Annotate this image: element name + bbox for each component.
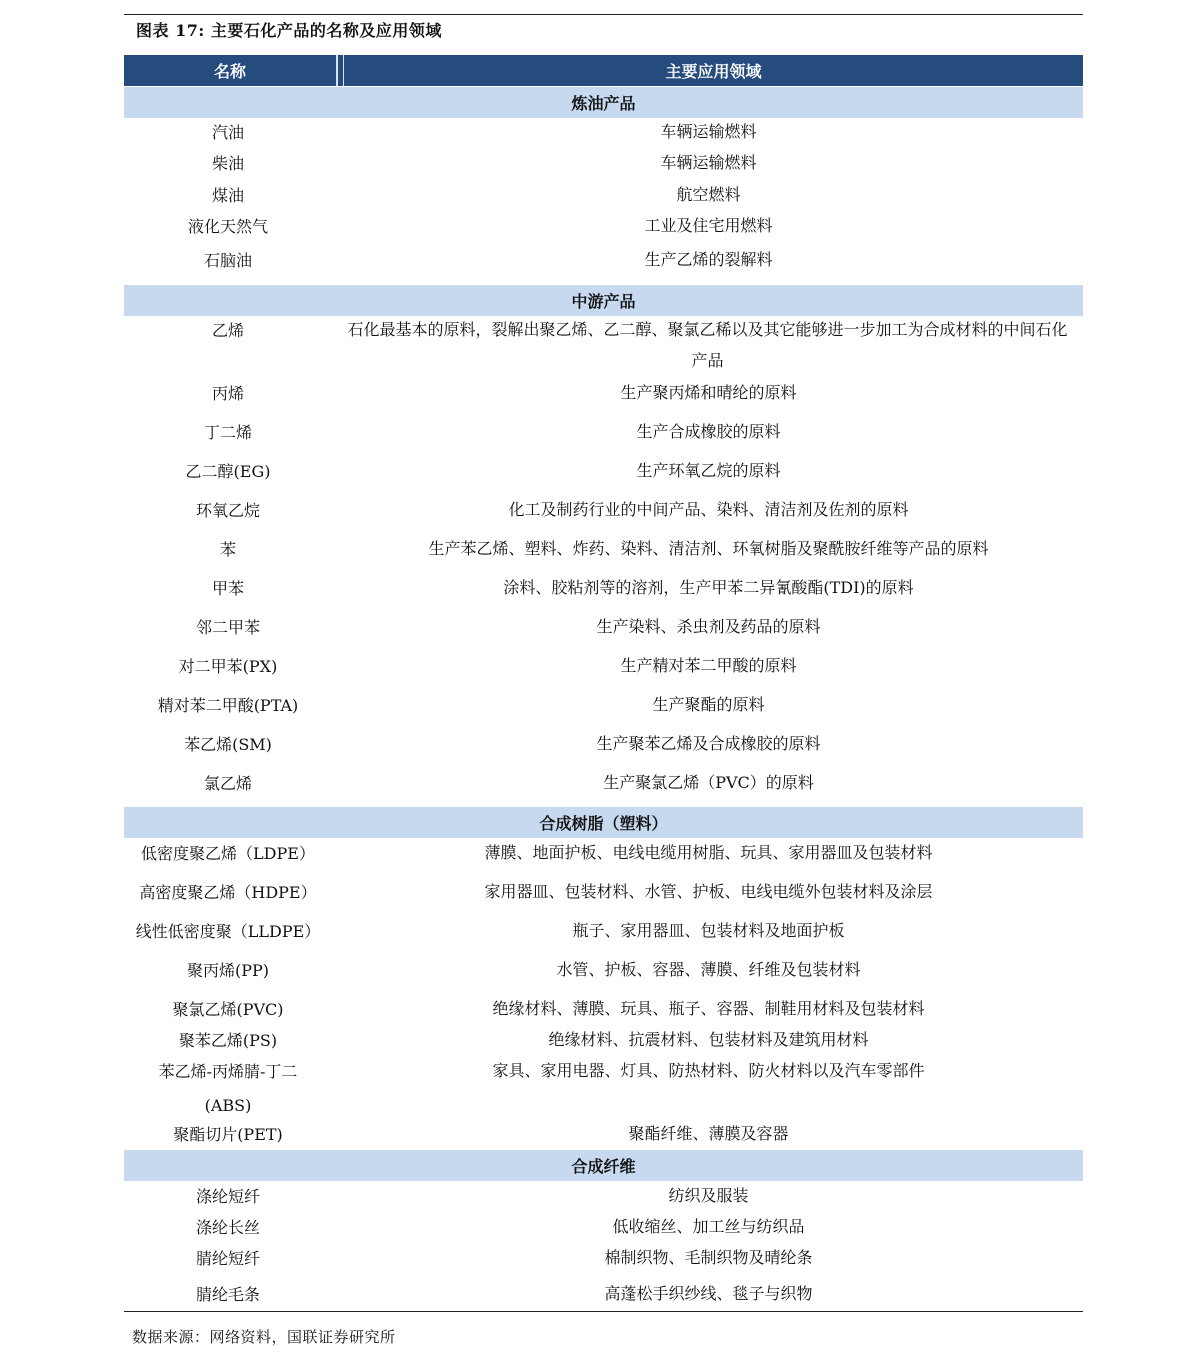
row-name: 苯	[219, 540, 236, 559]
row-name: 高密度聚乙烯（HDPE）	[139, 883, 317, 902]
row-name: 柴油	[211, 154, 244, 173]
row-use: 瓶子、家用器皿、包装材料及地面护板	[572, 921, 845, 940]
row-use: 家用器皿、包装材料、水管、护板、电线电缆外包装材料及涂层	[484, 882, 933, 901]
source-note: 数据来源：网络资料，国联证券研究所	[132, 1328, 396, 1346]
row-use: 化工及制药行业的中间产品、染料、清洁剂及佐剂的原料	[508, 500, 909, 519]
row-use: 生产精对苯二甲酸的原料	[620, 656, 797, 675]
row-use: 生产合成橡胶的原料	[636, 422, 781, 441]
table-row	[124, 210, 1083, 244]
row-name: 丁二烯	[203, 423, 252, 442]
row-use: 生产环氧乙烷的原料	[636, 461, 781, 480]
row-use: 纺织及服装	[668, 1186, 749, 1205]
table-row	[124, 689, 1083, 723]
row-use: 薄膜、地面护板、电线电缆用树脂、玩具、家用器皿及包装材料	[484, 843, 933, 862]
table-row	[124, 876, 1083, 910]
table-row	[124, 728, 1083, 762]
row-name: 石脑油	[203, 251, 252, 270]
section-title: 中游产品	[124, 285, 1083, 316]
row-use: 生产聚酯的原料	[652, 695, 765, 714]
table-row	[124, 533, 1083, 567]
table-row	[124, 767, 1083, 801]
row-name: 聚氯乙烯(PVC)	[172, 1000, 284, 1019]
row-name: 腈纶毛条	[195, 1285, 260, 1304]
row-use: 家具、家用电器、灯具、防热材料、防火材料以及汽车零部件	[492, 1061, 925, 1080]
row-name: 丙烯	[211, 384, 244, 403]
row-name: 煤油	[211, 186, 244, 205]
row-use: 生产聚氯乙烯（PVC）的原料	[603, 773, 814, 792]
row-use: 高蓬松手织纱线、毯子与织物	[604, 1284, 813, 1303]
row-name: 聚酯切片(PET)	[173, 1125, 283, 1144]
table-row	[124, 650, 1083, 684]
header-name: 名称	[124, 55, 338, 86]
section-title: 合成纤维	[124, 1150, 1083, 1181]
table-row	[124, 1211, 1083, 1245]
row-name: 液化天然气	[187, 217, 268, 236]
header-use: 主要应用领域	[343, 55, 1083, 86]
table-row	[124, 494, 1083, 528]
section-title: 炼油产品	[124, 87, 1083, 118]
table-row	[124, 116, 1083, 150]
row-use: 生产苯乙烯、塑料、炸药、染料、清洁剂、环氧树脂及聚酰胺纤维等产品的原料	[428, 539, 989, 558]
table-row	[124, 314, 1083, 376]
row-name: 乙二醇(EG)	[185, 462, 271, 481]
row-use: 航空燃料	[676, 185, 741, 204]
row-use: 生产乙烯的裂解料	[644, 250, 773, 269]
row-name: 乙烯	[211, 321, 244, 340]
figure-caption: 图表 17: 主要石化产品的名称及应用领域	[136, 21, 442, 40]
section-title: 合成树脂（塑料）	[124, 807, 1083, 838]
row-name: 线性低密度聚（LLDPE）	[135, 922, 321, 941]
table-row	[124, 611, 1083, 645]
row-use: 生产聚丙烯和晴纶的原料	[620, 383, 797, 402]
table-row	[124, 993, 1083, 1027]
row-use: 绝缘材料、薄膜、玩具、瓶子、容器、制鞋用材料及包装材料	[492, 999, 925, 1018]
row-use: 棉制织物、毛制织物及晴纶条	[604, 1248, 813, 1267]
table-row	[124, 1180, 1083, 1214]
row-use: 车辆运输燃料	[660, 153, 757, 172]
table-row	[124, 416, 1083, 450]
table-row	[124, 1024, 1083, 1058]
table-row	[124, 147, 1083, 181]
row-name: 聚丙烯(PP)	[186, 961, 270, 980]
row-use: 工业及住宅用燃料	[644, 216, 773, 235]
row-name: 精对苯二甲酸(PTA)	[157, 696, 299, 715]
row-name: 环氧乙烷	[195, 501, 260, 520]
table-row	[124, 244, 1083, 278]
table-row	[124, 377, 1083, 411]
table-row	[124, 455, 1083, 489]
table-row	[124, 1278, 1083, 1312]
row-use: 绝缘材料、抗震材料、包装材料及建筑用材料	[548, 1030, 869, 1049]
table-row	[124, 915, 1083, 949]
row-use: 生产染料、杀虫剂及药品的原料	[596, 617, 821, 636]
row-name: 苯乙烯(SM)	[184, 735, 272, 754]
row-name: 腈纶短纤	[195, 1249, 260, 1268]
row-use: 生产聚苯乙烯及合成橡胶的原料	[596, 734, 821, 753]
row-name: 聚苯乙烯(PS)	[178, 1031, 278, 1050]
table-row	[124, 1055, 1083, 1123]
row-use: 水管、护板、容器、薄膜、纤维及包装材料	[556, 960, 861, 979]
row-use: 车辆运输燃料	[660, 122, 757, 141]
row-name: 邻二甲苯	[195, 618, 260, 637]
table-row	[124, 954, 1083, 988]
row-name: 汽油	[211, 123, 244, 142]
row-use: 石化最基本的原料，裂解出聚乙烯、乙二醇、聚氯乙稀以及其它能够进一步加工为合成材料的中间石化产品	[347, 320, 1068, 370]
row-use: 涂料、胶粘剂等的溶剂，生产甲苯二异氰酸酯(TDI)的原料	[503, 578, 914, 597]
row-use: 聚酯纤维、薄膜及容器	[628, 1124, 789, 1143]
row-name: 甲苯	[211, 579, 244, 598]
row-use: 低收缩丝、加工丝与纺织品	[612, 1217, 805, 1236]
top-rule	[124, 14, 1083, 15]
row-name: 涤纶短纤	[195, 1187, 260, 1206]
bottom-rule	[124, 1311, 1083, 1312]
table-row	[124, 837, 1083, 871]
row-name: 苯乙烯-丙烯腈-丁二(ABS)	[158, 1062, 298, 1115]
table-row	[124, 1242, 1083, 1276]
table-row	[124, 179, 1083, 213]
table-header	[124, 55, 1083, 86]
table-row	[124, 1118, 1083, 1152]
row-name: 低密度聚乙烯（LDPE）	[141, 844, 315, 863]
row-name: 涤纶长丝	[195, 1218, 260, 1237]
row-name: 氯乙烯	[203, 774, 252, 793]
row-name: 对二甲苯(PX)	[178, 657, 278, 676]
table-row	[124, 572, 1083, 606]
